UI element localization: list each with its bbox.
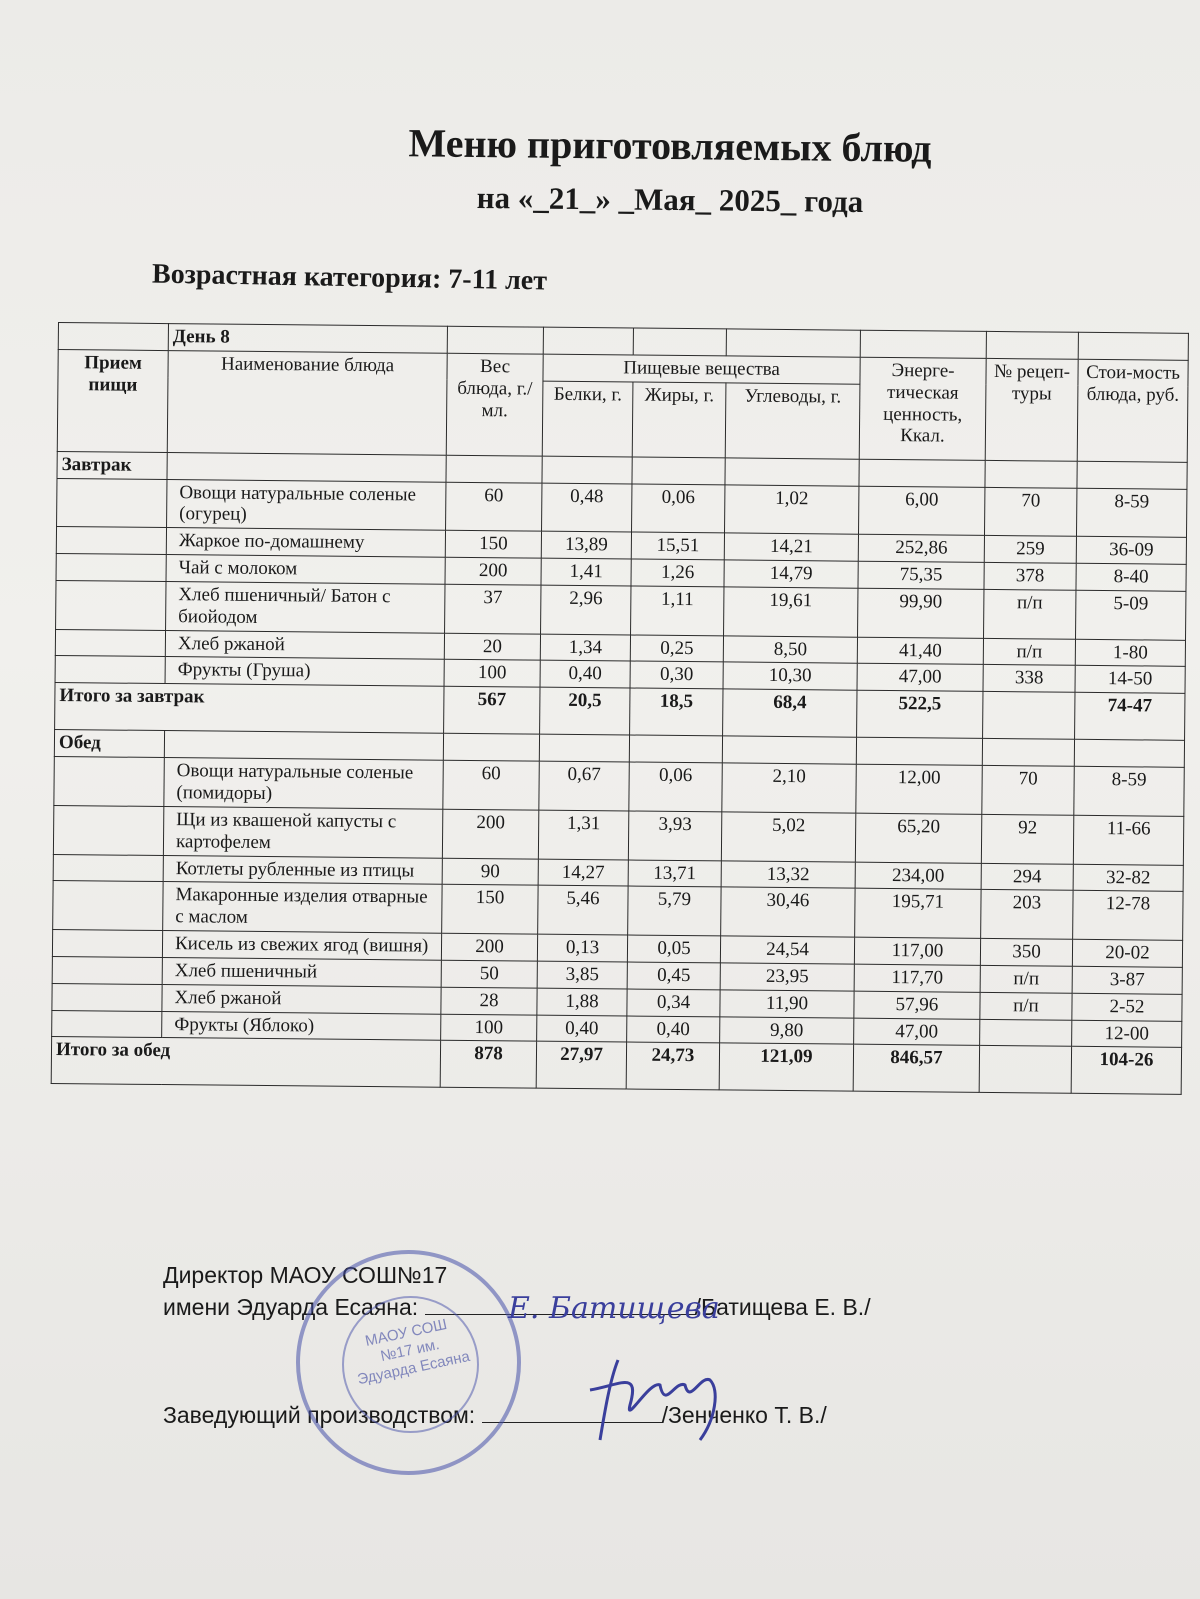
table-cell: 117,00: [854, 937, 980, 965]
menu-table: [51, 322, 1189, 1095]
table-cell: 8-59: [1076, 488, 1186, 538]
director-handwritten-text: Е. Батищева: [508, 1291, 720, 1326]
table-cell: 3-87: [1072, 966, 1182, 994]
table-cell: 36-09: [1076, 537, 1186, 565]
dish-name: Хлеб ржаной: [165, 630, 444, 660]
dish-name: Фрукты (Груша): [165, 657, 444, 687]
table-cell: 20: [444, 633, 540, 661]
table-cell: 338: [983, 665, 1075, 693]
table-cell: 0,13: [537, 934, 627, 962]
table-cell: п/п: [980, 992, 1072, 1020]
table-cell: 117,70: [854, 964, 980, 992]
header-energy: Энерге-тическая ценность, Ккал.: [859, 357, 986, 460]
total-label: Итого за завтрак: [55, 683, 444, 734]
total-cell: 74-47: [1075, 693, 1185, 741]
table-cell: 259: [984, 536, 1076, 564]
total-cell: 20,5: [540, 687, 630, 735]
table-cell: 92: [981, 814, 1073, 864]
table-cell: 12,00: [856, 764, 982, 814]
table-cell: 0,06: [629, 762, 722, 812]
dish-name: Жаркое по-домашнему: [166, 528, 445, 558]
page-title: Меню приготовляемых блюд: [408, 120, 932, 171]
table-cell: 32-82: [1073, 864, 1183, 892]
table-cell: 350: [980, 938, 1072, 966]
table-cell: 2,96: [541, 585, 631, 635]
table-cell: 378: [984, 562, 1076, 590]
table-cell: 2,10: [722, 763, 856, 813]
table-cell: 47,00: [854, 1018, 980, 1046]
table-cell: 0,40: [627, 1016, 720, 1044]
table-cell: 195,71: [855, 889, 981, 939]
header-dish: Наименование блюда: [167, 350, 447, 455]
lunch-section: [51, 730, 1184, 1095]
dish-name: Хлеб пшеничный: [162, 957, 441, 987]
table-cell: 1,34: [540, 634, 630, 662]
manager-signature-stroke: [590, 1360, 715, 1440]
table-cell: 150: [442, 885, 538, 935]
table-cell: 1,11: [631, 586, 724, 636]
table-cell: 200: [441, 933, 537, 961]
header-meal: Прием пищи: [57, 349, 168, 452]
header-weight: Вес блюда, г./мл.: [446, 353, 543, 456]
total-cell: 121,09: [719, 1043, 853, 1091]
table-cell: 14,79: [724, 560, 858, 588]
table-cell: 14,27: [538, 859, 628, 887]
section-label: Обед: [54, 730, 164, 758]
table-cell: 10,30: [723, 662, 857, 690]
table-cell: 5,02: [721, 812, 855, 862]
table-cell: 24,54: [720, 936, 854, 964]
total-cell: 878: [440, 1041, 536, 1089]
header-nutrients: Пищевые вещества: [543, 354, 860, 384]
header-price: Стои-мость блюда, руб.: [1077, 359, 1188, 462]
table-cell: 65,20: [855, 813, 981, 863]
table-cell: 0,25: [630, 635, 723, 663]
table-cell: 47,00: [857, 664, 983, 692]
table-cell: 0,40: [537, 1015, 627, 1043]
table-cell: 90: [442, 858, 538, 886]
table-cell: 8,50: [723, 635, 857, 663]
table-cell: 11-66: [1073, 815, 1183, 865]
manager-label: Заведующий производством:: [163, 1402, 482, 1428]
total-cell: [979, 1046, 1071, 1094]
table-cell: 60: [443, 760, 539, 810]
table-cell: 99,90: [858, 588, 984, 638]
dish-name: Кисель из свежих ягод (вишня): [162, 931, 441, 961]
table-cell: 8-40: [1076, 563, 1186, 591]
dish-name: Хлеб ржаной: [162, 984, 441, 1014]
table-cell: 12-00: [1072, 1020, 1182, 1048]
table-cell: 57,96: [854, 991, 980, 1019]
empty-cell: [58, 323, 168, 351]
table-cell: 0,34: [627, 989, 720, 1017]
table-cell: 294: [981, 863, 1073, 891]
table-cell: 1,88: [537, 988, 627, 1016]
total-cell: 68,4: [723, 689, 857, 737]
table-cell: 8-59: [1074, 766, 1184, 816]
header-fat: Жиры, г.: [632, 382, 726, 458]
total-cell: 24,73: [626, 1042, 719, 1090]
table-cell: п/п: [980, 965, 1072, 993]
dish-name: Щи из квашеной капусты с картофелем: [163, 806, 442, 857]
section-label: Завтрак: [57, 451, 167, 479]
table-cell: 19,61: [724, 587, 858, 637]
table-cell: 11,90: [720, 990, 854, 1018]
dish-name: Чай с молоком: [166, 555, 445, 585]
table-cell: 1-80: [1075, 639, 1185, 667]
table-cell: 28: [441, 987, 537, 1015]
header-protein: Белки, г.: [542, 381, 633, 457]
table-cell: 1,26: [631, 559, 724, 587]
table-cell: 1,41: [541, 558, 631, 586]
dish-name: Макаронные изделия отварные с маслом: [163, 882, 442, 933]
total-cell: 846,57: [853, 1045, 979, 1093]
director-name: /Батищева Е. В./: [694, 1294, 871, 1320]
table-cell: 50: [441, 960, 537, 988]
table-cell: 5-09: [1076, 590, 1186, 640]
table-cell: 1,31: [538, 810, 628, 860]
header-recipe: № рецеп-туры: [985, 358, 1078, 461]
table-cell: 37: [445, 584, 541, 634]
table-cell: 60: [446, 482, 542, 532]
table-cell: п/п: [984, 589, 1076, 639]
table-cell: 41,40: [857, 637, 983, 665]
total-cell: 567: [444, 687, 540, 735]
table-cell: 0,05: [627, 935, 720, 963]
table-cell: 70: [984, 487, 1076, 537]
total-cell: [983, 692, 1075, 740]
total-cell: 27,97: [536, 1042, 626, 1090]
table-cell: 70: [982, 766, 1074, 816]
director-label: имени Эдуарда Есаяна:: [163, 1294, 425, 1320]
table-cell: 3,93: [628, 811, 721, 861]
table-cell: 0,40: [540, 661, 630, 689]
table-cell: 150: [445, 530, 541, 558]
director-handwritten-signature: [500, 1280, 730, 1330]
total-cell: 18,5: [630, 688, 723, 736]
table-cell: 13,32: [721, 860, 855, 888]
table-cell: 23,95: [720, 963, 854, 991]
table-cell: 0,67: [539, 761, 629, 811]
table-cell: 234,00: [855, 862, 981, 890]
table-cell: 14,21: [724, 533, 858, 561]
table-cell: 0,30: [630, 661, 723, 689]
age-category: Возрастная категория: 7-11 лет: [151, 258, 548, 297]
table-cell: 6,00: [858, 486, 984, 536]
table-cell: 75,35: [858, 561, 984, 589]
table-cell: 9,80: [720, 1016, 854, 1044]
dish-name: Фрукты (Яблоко): [162, 1011, 441, 1041]
manager-name: /Зенченко Т. В./: [661, 1402, 827, 1428]
stamp-text: МАОУ СОШ №17 им. Эдуарда Есаяна: [355, 1315, 472, 1389]
day-label: День 8: [168, 324, 447, 354]
table-cell: [980, 1019, 1072, 1047]
dish-name: Хлеб пшеничный/ Батон с биойодом: [166, 581, 445, 632]
table-cell: 252,86: [858, 534, 984, 562]
total-label: Итого за обед: [51, 1037, 440, 1088]
table-cell: 1,02: [725, 484, 859, 534]
school-stamp: [296, 1250, 521, 1475]
date-line: на «_21_» _Мая_ 2025_ года: [476, 179, 864, 220]
total-row: [51, 1037, 1181, 1095]
table-cell: 15,51: [631, 532, 724, 560]
table-cell: 100: [441, 1014, 537, 1042]
breakfast-section: [55, 451, 1188, 740]
total-cell: 104-26: [1071, 1047, 1181, 1095]
table-cell: 3,85: [537, 961, 627, 989]
dish-name: Котлеты рубленные из птицы: [163, 855, 442, 885]
table-cell: 5,46: [538, 885, 628, 935]
table-cell: 0,06: [632, 484, 725, 534]
table-cell: 200: [445, 557, 541, 585]
dish-name: Овощи натуральные соленые (помидоры): [164, 758, 443, 809]
manager-handwritten-signature: [580, 1350, 740, 1450]
dish-name: Овощи натуральные соленые (огурец): [167, 479, 446, 530]
table-cell: 30,46: [721, 887, 855, 937]
table-cell: 0,48: [542, 483, 632, 533]
table-cell: 20-02: [1072, 939, 1182, 967]
table-cell: 100: [444, 660, 540, 688]
total-cell: 522,5: [857, 690, 983, 738]
menu-table-wrapper: [51, 322, 1188, 1095]
table-cell: 0,45: [627, 962, 720, 990]
table-cell: 13,71: [628, 859, 721, 887]
table-cell: 203: [981, 890, 1073, 940]
director-line1: Директор МАОУ СОШ№17: [163, 1262, 448, 1288]
table-cell: 12-78: [1073, 891, 1183, 941]
table-cell: 2-52: [1072, 993, 1182, 1021]
table-cell: 13,89: [541, 531, 631, 559]
header-carbs: Углеводы, г.: [725, 383, 860, 459]
table-cell: п/п: [983, 638, 1075, 666]
table-cell: 5,79: [628, 886, 721, 936]
table-cell: 14-50: [1075, 666, 1185, 694]
table-cell: 200: [442, 809, 538, 859]
